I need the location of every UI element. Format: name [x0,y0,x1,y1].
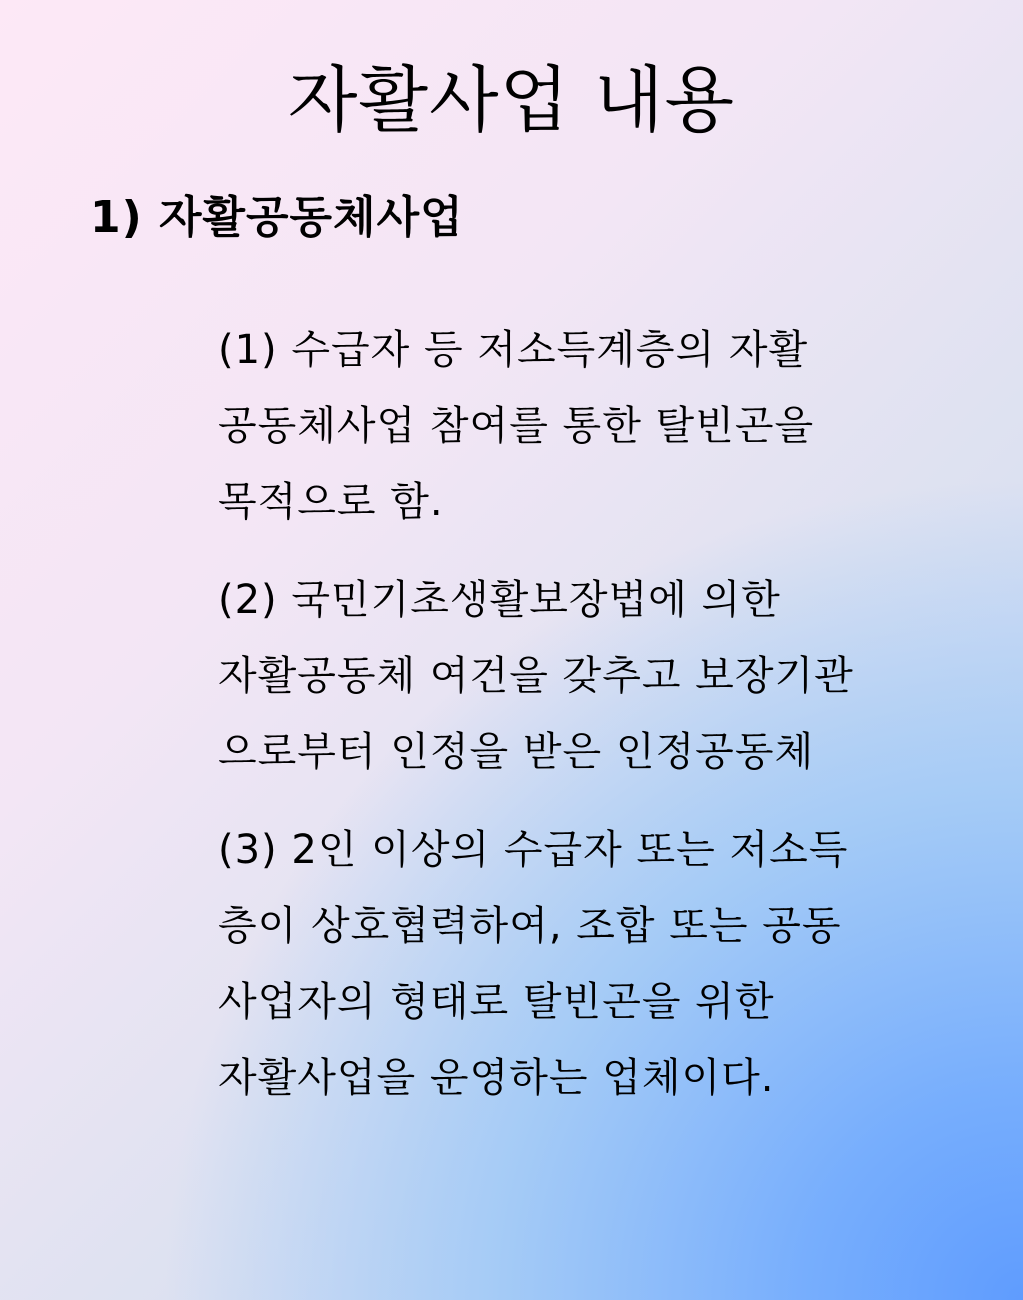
item-text-line: 목적으로 함. [218,479,444,525]
list-item [218,562,938,790]
item-text-line: (3) 2인 이상의 수급자 또는 저소득 [218,827,849,873]
item-list [218,312,938,1138]
item-text-line: (1) 수급자 등 저소득계층의 자활 [218,327,809,373]
item-text-line: 자활공동체 여건을 갖추고 보장기관 [218,653,854,699]
slide-title: 자활사업 내용 [287,58,736,142]
item-text-line: 층이 상호협력하여, 조합 또는 공동 [218,903,842,949]
item-text-line: 사업자의 형태로 탈빈곤을 위한 [218,979,775,1025]
item-text-line: 으로부터 인정을 받은 인정공동체 [218,729,815,775]
item-text-line: (2) 국민기초생활보장법에 의한 [218,577,781,623]
list-item [218,312,938,540]
list-item [218,812,938,1116]
section-heading: 1) 자활공동체사업 [90,192,464,243]
item-text-line: 자활사업을 운영하는 업체이다. [218,1055,775,1101]
item-text-line: 공동체사업 참여를 통한 탈빈곤을 [218,403,815,449]
